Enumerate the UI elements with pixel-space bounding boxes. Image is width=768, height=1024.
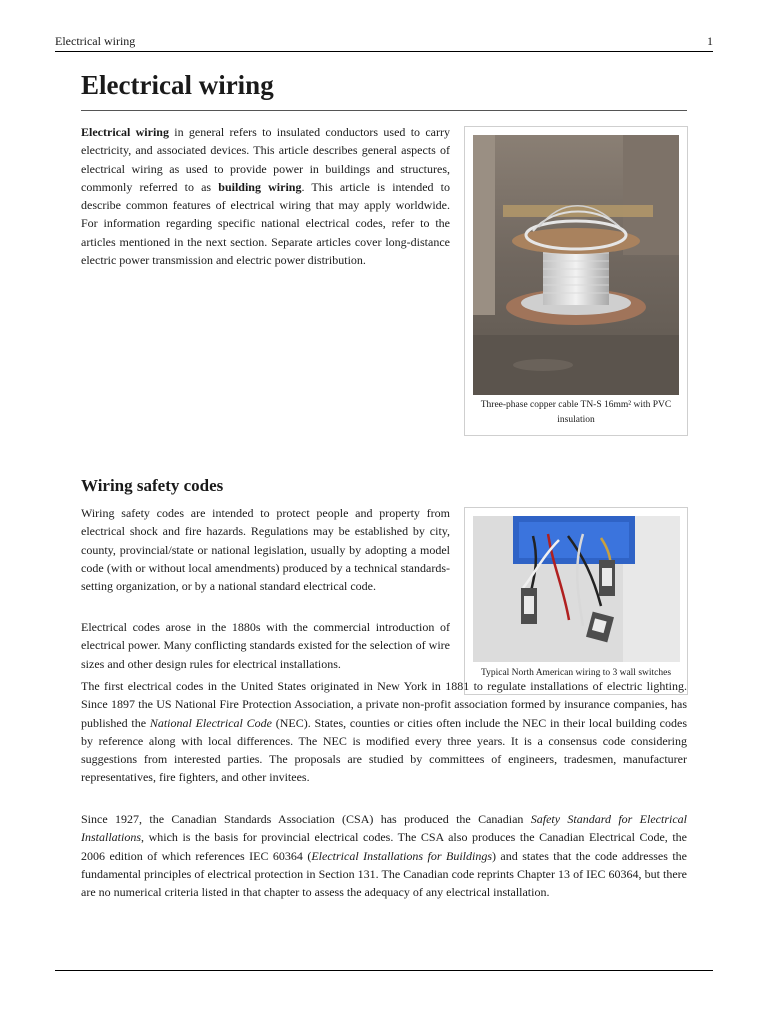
figure-caption: Typical North American wiring to 3 wall switches — [480, 668, 672, 678]
section-heading: Wiring safety codes — [81, 476, 224, 495]
p4-standard-title: Safety Standard for Electrical Installations — [81, 812, 687, 845]
footer-rule — [55, 970, 713, 971]
paragraph — [81, 677, 687, 787]
page-number: 1 — [707, 34, 713, 48]
p3-nec-title: National Electrical Code — [149, 715, 272, 730]
figure-wall-switches — [464, 507, 688, 695]
paragraph: Electrical codes arose in the 1880s with the commercial introduction of electrical power. Many conflicting standards existed for the selection of wire sizes and other design rules for electrical installations. — [81, 620, 450, 671]
intro-term: Electrical wiring — [81, 125, 169, 139]
wall-switches-photo — [473, 516, 680, 662]
p3-text-a: The first electrical codes in the United States originated in New York in 1881 to regulate installations of electric lighting. Since 1897 the US National Fire Protection Association, a private non-profit association formed by insurance companies, has published the — [81, 679, 687, 730]
page-title: Electrical wiring — [81, 70, 274, 100]
paragraph: Wiring safety codes are intended to protect people and property from electrical shock and fire hazards. Regulations may be established by city, county, provincial/state or national legislation, usually by adopting a model code (with or without local amendments) produced by a technical standards-setting organization, or by a national standard electrical code. — [81, 506, 450, 594]
p4-text-a: Since 1927, the Canadian Standards Association (CSA) has produced the Canadian — [81, 812, 531, 826]
title-rule — [81, 110, 687, 111]
p4-iec-title: Electrical Installations for Buildings — [311, 848, 492, 863]
paragraph — [81, 810, 687, 901]
p4-text-b: , which is the basis for provincial electrical codes. The CSA also produces the Canadian Electrical Code, the 2006 edition of which references IEC 60364 ( — [81, 830, 687, 863]
intro-text-b: . This article is intended to describe common features of electrical wiring that may apply worldwide. For information regarding specific national electrical codes, refer to the articles mentioned in the next section. Separate articles cover long-distance electric power transmission and electric power distribution. — [81, 179, 451, 268]
running-title: Electrical wiring — [55, 34, 136, 48]
header-rule — [55, 51, 713, 52]
p3-text-b: (NEC). States, counties or cities often include the NEC in their local building codes by reference along with local differences. The NEC is modified every three years. It is a consensus code considering suggestions from interested parties. The proposals are studied by committees of engineers, tradesmen, manufacturer representatives, fire fighters, and other invitees. — [81, 715, 688, 785]
figure-caption: Three-phase copper cable TN-S 16mm² with PVC insulation — [480, 400, 672, 425]
intro-text-a: in general refers to insulated conductors used to carry electricity, and associated devices. This article describes general aspects of electrical wiring as used to provide power in buildings and structures, commonly referred to as — [81, 125, 450, 194]
intro-paragraph — [81, 123, 450, 269]
intro-term-building-wiring: building wiring — [218, 179, 302, 194]
p4-text-c: ) and states that the code addresses the fundamental principles of electrical protection in Section 131. The Canadian code reprints Chapter 13 of IEC 60364, but there are no numerical criteria listed in that chapter to assess the adequacy of any electrical installation. — [81, 848, 688, 900]
running-header — [55, 34, 713, 50]
figure-cable-spool — [464, 126, 688, 436]
cable-spool-photo — [473, 135, 679, 395]
